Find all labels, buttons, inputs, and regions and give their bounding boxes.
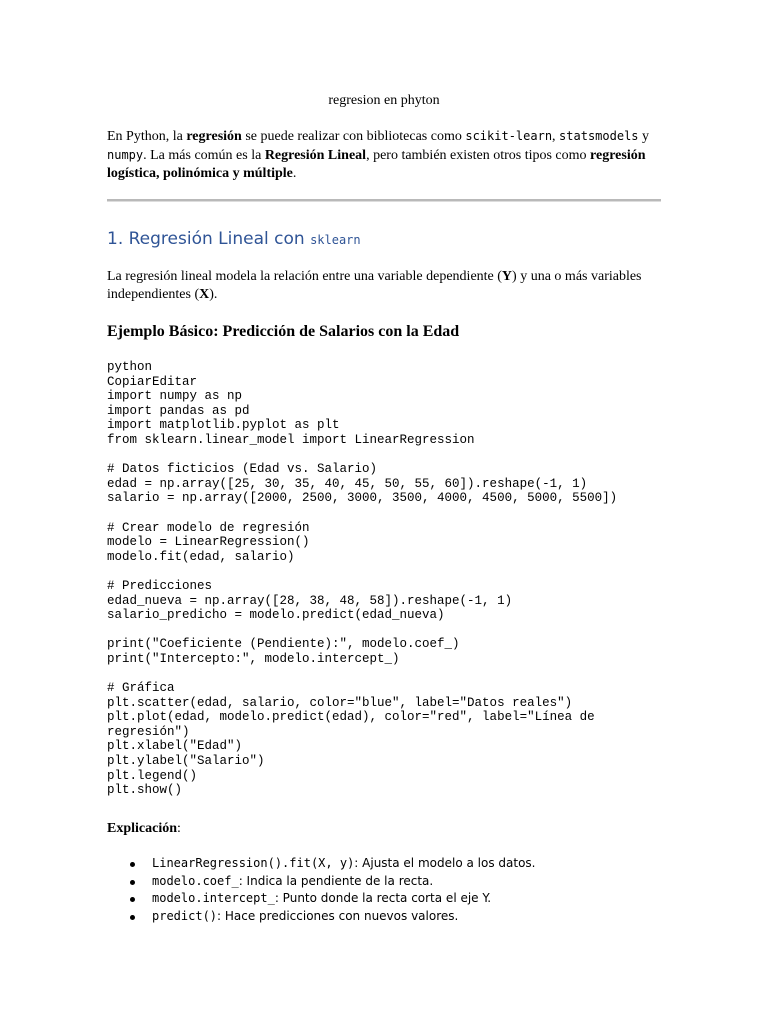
bullet-code: predict() [152, 908, 218, 923]
bullet-text: : Indica la pendiente de la recta. [238, 873, 434, 888]
code-line: from sklearn.linear_model import LinearRegression [107, 432, 475, 447]
code-line: salario_predicho = modelo.predict(edad_nueva) [107, 608, 445, 623]
para2-text-1: La regresión lineal modela la relación entre una variable dependiente ( [107, 269, 502, 284]
code-line [107, 666, 667, 681]
code-line: import matplotlib.pyplot as plt [107, 418, 340, 433]
intro-text-2: se puede realizar con bibliotecas como [241, 129, 466, 144]
code-line: plt.plot(edad, modelo.predict(edad), color="red", label="Línea de [107, 710, 595, 725]
horizontal-divider [107, 199, 661, 202]
section-heading-regresion-lineal [107, 228, 361, 251]
code-line: # Crear modelo de regresión [107, 520, 310, 535]
code-line: regresión") [107, 724, 190, 739]
code-line: plt.xlabel("Edad") [107, 739, 243, 754]
intro-code-statsmodels: statsmodels [559, 129, 639, 143]
code-line: plt.legend() [107, 768, 198, 783]
code-line: # Gráfica [107, 681, 175, 696]
list-item [152, 890, 706, 908]
code-line: plt.ylabel("Salario") [107, 754, 265, 769]
code-line: import pandas as pd [107, 403, 250, 418]
list-item [152, 908, 706, 926]
bullet-code: modelo.coef_ [152, 873, 239, 888]
code-block [107, 360, 667, 798]
code-line: modelo = LinearRegression() [107, 535, 310, 550]
description-paragraph [107, 268, 661, 304]
bullet-text: : Punto donde la recta corta el eje Y. [274, 891, 492, 906]
code-line: edad_nueva = np.array([28, 38, 48, 58]).reshape(-1, 1) [107, 593, 513, 608]
intro-bold-regresion: regresión [186, 129, 242, 144]
code-line [107, 506, 667, 521]
intro-text-3: , [552, 129, 560, 144]
code-line: modelo.fit(edad, salario) [107, 549, 295, 564]
intro-code-scikit-learn: scikit-learn [465, 129, 553, 143]
bullet-text: : Hace predicciones con nuevos valores. [217, 908, 459, 923]
code-line: CopiarEditar [107, 374, 198, 389]
intro-bold-tipos: regresión logística, polinómica y múltiple [107, 148, 646, 181]
code-line [107, 564, 667, 579]
list-item [152, 873, 706, 891]
code-line: # Predicciones [107, 578, 213, 593]
code-line: python [107, 360, 153, 374]
example-heading [107, 322, 459, 342]
code-line: edad = np.array([25, 30, 35, 40, 45, 50, 55, 60]).reshape(-1, 1) [107, 476, 588, 491]
para2-text-3: ). [209, 287, 218, 302]
code-line: salario = np.array([2000, 2500, 3000, 3500, 4000, 4500, 5000, 5500]) [107, 491, 618, 506]
list-item [152, 855, 706, 873]
intro-text-1: En Python, la [107, 129, 187, 144]
code-line: plt.scatter(edad, salario, color="blue", label="Datos reales") [107, 695, 573, 710]
document-title: regresion en phyton [328, 93, 440, 108]
explanation-heading [107, 820, 181, 838]
explanation-colon: : [177, 821, 181, 836]
code-line: print("Intercepto:", modelo.intercept_) [107, 651, 400, 666]
code-line: import numpy as np [107, 389, 243, 404]
explanation-list [107, 855, 706, 925]
code-line: print("Coeficiente (Pendiente):", modelo.coef_) [107, 637, 460, 652]
bullet-text: : Ajusta el modelo a los datos. [354, 856, 536, 870]
code-line [107, 623, 667, 638]
intro-paragraph [107, 127, 661, 183]
intro-code-numpy: numpy [107, 148, 144, 162]
intro-bold-regresion-lineal: Regresión Lineal [264, 148, 367, 163]
intro-text-7: . [292, 166, 297, 181]
bullet-code: modelo.intercept_ [152, 891, 275, 906]
bullet-code: LinearRegression().fit(X, y) [152, 856, 355, 870]
code-line [107, 448, 667, 463]
para2-bold-x: X [199, 287, 210, 302]
intro-text-4: y [638, 129, 650, 144]
code-line: plt.show() [107, 783, 183, 798]
code-line: # Datos ficticios (Edad vs. Salario) [107, 462, 378, 477]
explanation-label: Explicación [107, 821, 178, 836]
section-heading-text: 1. Regresión Lineal con [107, 229, 311, 249]
example-heading-text: Ejemplo Básico: Predicción de Salarios con la Edad [107, 323, 460, 340]
section-heading-code: sklearn [310, 233, 361, 247]
para2-bold-y: Y [501, 269, 513, 284]
para2-text-2: ) y una o más variables independientes ( [107, 269, 642, 302]
intro-text-6: , pero también existen otros tipos como [366, 148, 591, 163]
intro-text-5: . La más común es la [143, 148, 265, 163]
